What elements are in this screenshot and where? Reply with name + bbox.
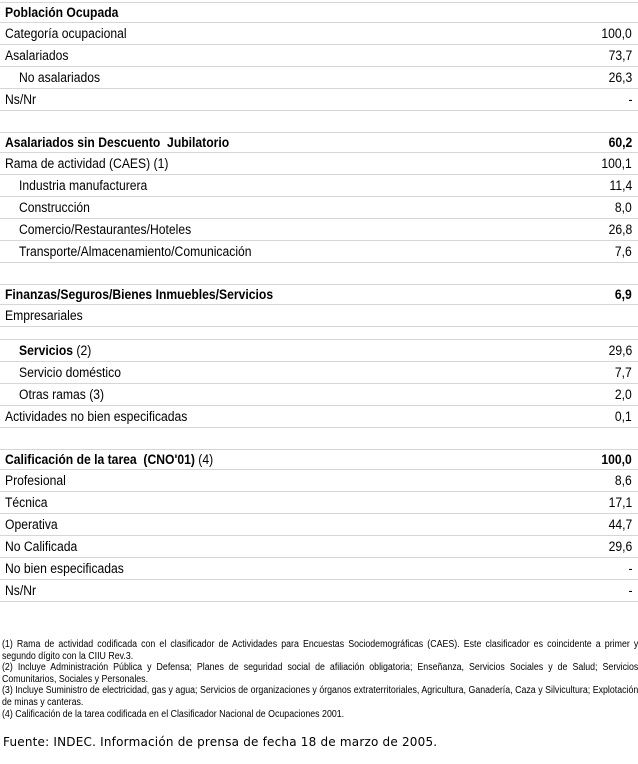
table-row bbox=[0, 45, 638, 67]
footnotes-block bbox=[2, 639, 638, 720]
footnote-2: (2) Incluye Administración Pública y Defensa; Planes de seguridad social de afiliación obligatoria; Enseñanza, Servicios Sociales y de Salud; Servicios Comunitarios, Sociales y Personales. bbox=[2, 662, 638, 685]
row-label: Asalariados bbox=[5, 47, 69, 63]
row-value: - bbox=[627, 582, 632, 598]
table-row bbox=[0, 470, 638, 492]
row-label: Construcción bbox=[19, 199, 90, 215]
row-value: 7,6 bbox=[615, 243, 632, 259]
row-value: 100,0 bbox=[601, 25, 632, 41]
row-label: Asalariados sin Descuento Jubilatorio bbox=[5, 134, 230, 150]
table-row bbox=[0, 67, 638, 89]
row-value: 11,4 bbox=[609, 177, 632, 193]
row-value: 17,1 bbox=[608, 494, 632, 510]
row-label: Industria manufacturera bbox=[19, 177, 148, 193]
table-row bbox=[0, 153, 638, 175]
row-label: Finanzas/Seguros/Bienes Inmuebles/Servicios bbox=[5, 286, 274, 302]
table-row bbox=[0, 23, 638, 45]
table-row bbox=[0, 175, 638, 197]
row-value: 7,7 bbox=[615, 364, 632, 380]
table-row bbox=[0, 536, 638, 558]
table-row bbox=[0, 384, 638, 406]
row-label: Categoría ocupacional bbox=[5, 25, 127, 41]
row-label-suffix: (4) bbox=[194, 451, 214, 467]
table-row bbox=[0, 285, 638, 305]
source-line: Fuente: INDEC. Información de prensa de fecha 18 de marzo de 2005. bbox=[3, 735, 438, 749]
row-value: 29,6 bbox=[608, 342, 632, 358]
table-row bbox=[0, 580, 638, 602]
row-label: Ns/Nr bbox=[5, 582, 37, 598]
row-label: Rama de actividad (CAES) (1) bbox=[5, 155, 169, 171]
row-value: 0,1 bbox=[615, 408, 632, 424]
row-label: Servicio doméstico bbox=[19, 364, 121, 380]
row-label: No bien especificadas bbox=[5, 560, 124, 576]
row-label: Otras ramas (3) bbox=[19, 386, 105, 402]
row-value: 100,0 bbox=[601, 451, 632, 467]
footnote-3: (3) Incluye Suministro de electricidad, gas y agua; Servicios de organizaciones y órganos extraterritoriales, Agricultura, Ganadería, Caza y Silvicultura; Explotación de minas y canteras. bbox=[2, 685, 638, 708]
table-row bbox=[0, 558, 638, 580]
row-label: Comercio/Restaurantes/Hoteles bbox=[19, 221, 192, 237]
table-row bbox=[0, 514, 638, 536]
section-gap-row bbox=[0, 111, 638, 133]
row-label: Ns/Nr bbox=[5, 91, 37, 107]
row-value: 26,8 bbox=[608, 221, 632, 237]
row-label: No Calificada bbox=[5, 538, 78, 554]
row-value: 73,7 bbox=[608, 47, 632, 63]
row-value: 8,0 bbox=[615, 199, 632, 215]
table-row bbox=[0, 89, 638, 111]
section-gap-row bbox=[0, 327, 638, 340]
footnote-1: (1) Rama de actividad codificada con el clasificador de Actividades para Encuestas Sociodemográficas (CAES). Este clasificador es coincidente a primer y segundo dígito con la CIIU Rev.3. bbox=[2, 639, 638, 662]
row-value: 2,0 bbox=[615, 386, 632, 402]
row-label: Calificación de la tarea (CNO'01) (4) bbox=[5, 451, 214, 467]
row-value: 44,7 bbox=[608, 516, 632, 532]
section-gap-row bbox=[0, 263, 638, 285]
row-value: 100,1 bbox=[601, 155, 632, 171]
section-gap-row bbox=[0, 428, 638, 450]
footnote-4: (4) Calificación de la tarea codificada en el Clasificador Nacional de Ocupaciones 2001. bbox=[2, 708, 345, 720]
table-row bbox=[0, 219, 638, 241]
table-row bbox=[0, 305, 638, 327]
row-value: 8,6 bbox=[615, 472, 632, 488]
row-value: 60,2 bbox=[608, 134, 632, 150]
row-value: - bbox=[627, 91, 632, 107]
row-label: Población Ocupada bbox=[5, 4, 119, 20]
row-label: Técnica bbox=[5, 494, 48, 510]
table-row bbox=[0, 241, 638, 263]
table-row bbox=[0, 197, 638, 219]
row-label-suffix: (2) bbox=[73, 342, 92, 358]
row-label: Servicios (2) bbox=[19, 342, 92, 358]
row-label: Transporte/Almacenamiento/Comunicación bbox=[19, 243, 252, 259]
table-row bbox=[0, 340, 638, 362]
population-table bbox=[0, 2, 638, 602]
table-row bbox=[0, 492, 638, 514]
row-value: 29,6 bbox=[608, 538, 632, 554]
table-row bbox=[0, 406, 638, 428]
row-label: No asalariados bbox=[19, 69, 101, 85]
table-row bbox=[0, 133, 638, 153]
row-value: 6,9 bbox=[615, 286, 632, 302]
table-row bbox=[0, 362, 638, 384]
row-value: 26,3 bbox=[608, 69, 632, 85]
row-label: Actividades no bien especificadas bbox=[5, 408, 188, 424]
row-label: Empresariales bbox=[5, 307, 83, 323]
row-value: - bbox=[627, 560, 632, 576]
row-label: Profesional bbox=[5, 472, 66, 488]
table-row bbox=[0, 450, 638, 470]
table-row bbox=[0, 3, 638, 23]
row-label: Operativa bbox=[5, 516, 58, 532]
